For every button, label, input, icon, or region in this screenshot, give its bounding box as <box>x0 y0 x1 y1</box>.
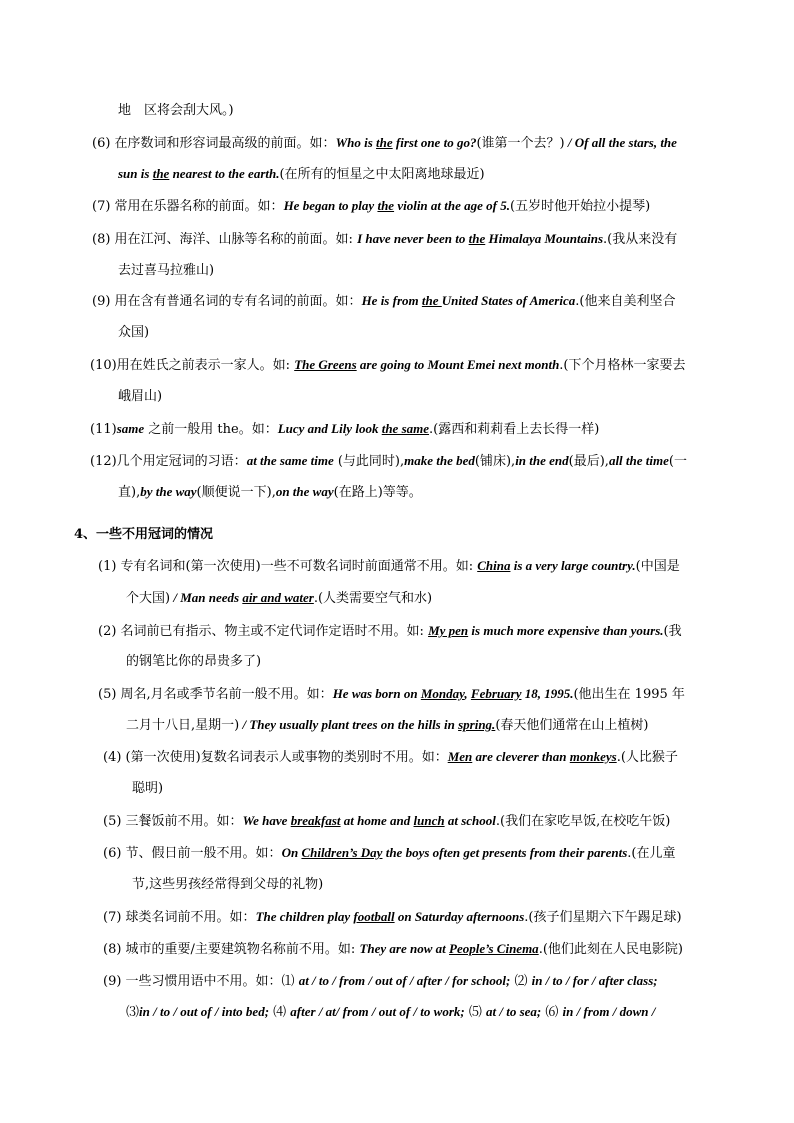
rule-item-12 <box>90 452 687 471</box>
english-example: Himalaya Mountains <box>485 231 603 246</box>
rule-item-5 <box>98 685 685 704</box>
chinese-text: (8) 用在江河、海洋、山脉等名称的前面。如: <box>92 232 358 247</box>
underlined-keyword: monkeys <box>569 749 617 764</box>
chinese-text: (中国是 <box>635 559 680 574</box>
english-example: / Man needs <box>170 590 243 605</box>
continuation-line <box>118 388 162 406</box>
english-example: I have never been to <box>357 231 469 246</box>
underlined-keyword: the <box>377 198 395 213</box>
section-title: 4、一些不用冠词的情况 <box>74 527 214 542</box>
underlined-keyword: the same <box>381 421 430 436</box>
english-example: by the way <box>140 484 197 499</box>
english-example: at school <box>444 813 496 828</box>
english-example: , <box>464 686 471 701</box>
chinese-text: 聪明) <box>132 781 164 796</box>
english-example: at the same time <box>246 453 334 468</box>
rule-item-4 <box>103 748 678 767</box>
chinese-text: (最后), <box>568 454 609 469</box>
chinese-text: (6) 在序数词和形容词最高级的前面。如： <box>92 136 336 151</box>
underlined-keyword: People’s Cinema <box>449 941 539 956</box>
chinese-text: 地 区将会刮大风。) <box>118 103 234 118</box>
english-example: The children play <box>255 909 354 924</box>
rule-item-5 <box>103 812 670 831</box>
chinese-text: 峨眉山) <box>118 389 163 404</box>
continuation-line <box>118 483 422 502</box>
underlined-keyword: the <box>468 231 486 246</box>
english-example: in / from / down / <box>562 1004 656 1019</box>
chinese-text: (铺床), <box>474 454 516 469</box>
underlined-keyword: Monday <box>420 686 465 701</box>
chinese-text: (7) 球类名词前不用。如： <box>103 910 256 925</box>
chinese-text: (5) 三餐饭前不用。如： <box>103 814 243 829</box>
rule-item-8 <box>92 230 677 249</box>
chinese-text: 之前一般用 the。如： <box>144 422 278 437</box>
english-example: is a very large country. <box>510 558 636 573</box>
underlined-keyword: the <box>152 166 170 181</box>
chinese-text: ⑹ <box>541 1005 563 1020</box>
underlined-keyword: the <box>376 135 393 150</box>
english-example: the boys often get presents from their parents <box>382 845 628 860</box>
chinese-text: .(下个月格林一家要去 <box>559 358 686 373</box>
rule-item-6 <box>92 134 677 153</box>
english-example: He was born on <box>332 686 421 701</box>
chinese-text: .(人类需要空气和水) <box>313 591 433 606</box>
continuation-line <box>118 165 485 184</box>
rule-item-8 <box>103 940 683 959</box>
chinese-text: (1) 专有名词和(第一次使用)一些不可数名词时前面通常不用。如: <box>98 559 478 574</box>
chinese-text: (谁第一个去？) <box>476 136 565 151</box>
underlined-keyword: football <box>353 909 395 924</box>
english-example: He is from <box>361 293 422 308</box>
english-example: at home and <box>340 813 414 828</box>
chinese-text: (2) 名词前已有指示、物主或不定代词作定语时不用。如: <box>98 624 429 639</box>
english-example: 18, 1995. <box>521 686 574 701</box>
english-example: sun is <box>118 166 153 181</box>
rule-item-1 <box>98 557 680 576</box>
chinese-text: (9) 用在含有普通名词的专有名词的前面。如： <box>92 294 362 309</box>
english-example: on the way <box>275 484 334 499</box>
continuation-line <box>126 716 648 735</box>
english-example: all the time <box>608 453 669 468</box>
chinese-text: .(我们在家吃早饭,在校吃午饭) <box>495 814 671 829</box>
chinese-text: (12)几个用定冠词的习语： <box>90 454 247 469</box>
english-example: after / at/ from / out of / to work; <box>290 1004 465 1019</box>
chinese-text: (11) <box>90 422 117 437</box>
chinese-text: .(他来自美利坚合 <box>575 294 676 309</box>
rule-item-10 <box>90 356 686 375</box>
chinese-text: (一 <box>668 454 687 469</box>
chinese-text: (4) (第一次使用)复数名词表示人或事物的类别时不用。如： <box>103 750 448 765</box>
english-example: United States of America <box>441 293 576 308</box>
english-example: Who is <box>335 135 377 150</box>
rule-item-7 <box>103 908 682 927</box>
english-example: first one to go? <box>392 135 477 150</box>
rule-item-2 <box>98 622 682 641</box>
continuation-line <box>132 780 163 798</box>
chinese-text: .(我从来没有 <box>603 232 678 247</box>
chinese-text: (9) 一些习惯用语中不用。如：⑴ <box>103 974 299 989</box>
english-example: same <box>116 421 145 436</box>
chinese-text: (春天他们通常在山上植树) <box>495 718 649 733</box>
english-example: / Of all the stars, the <box>564 135 677 150</box>
chinese-text: (8) 城市的重要/主要建筑物名称前不用。如: <box>103 942 360 957</box>
chinese-text: ⑶ <box>126 1005 140 1020</box>
section-heading <box>74 526 213 544</box>
english-example: On <box>281 845 302 860</box>
chinese-text: 个大国) <box>126 591 171 606</box>
underlined-keyword: Men <box>447 749 473 764</box>
underlined-keyword: air and water <box>242 590 314 605</box>
chinese-text: 二月十八日,星期一) <box>126 718 240 733</box>
chinese-text: (10)用在姓氏之前表示一家人。如: <box>90 358 295 373</box>
english-example: at / to / from / out of / after / for school; <box>298 973 511 988</box>
english-example: in / to / for / after class; <box>531 973 658 988</box>
chinese-text: 的钢笔比你的昂贵多了) <box>126 654 262 669</box>
english-example: is much more expensive than yours. <box>468 623 664 638</box>
english-example: Lucy and Lily look <box>277 421 382 436</box>
underlined-keyword: the <box>421 293 442 308</box>
continuation-line <box>118 102 234 120</box>
english-example: make the bed <box>404 453 475 468</box>
english-example: are going to Mount Emei next month <box>356 357 560 372</box>
rule-item-6 <box>103 844 676 863</box>
chinese-text: (6) 节、假日前一般不用。如： <box>103 846 282 861</box>
chinese-text: .(他们此刻在人民电影院) <box>538 942 683 957</box>
chinese-text: (7) 常用在乐器名称的前面。如： <box>92 199 284 214</box>
english-example: He began to play <box>283 198 378 213</box>
chinese-text: (顺便说一下), <box>196 485 276 500</box>
chinese-text: .(露西和莉莉看上去长得一样) <box>429 422 600 437</box>
chinese-text: ⑸ <box>464 1005 486 1020</box>
english-example: in / to / out of / into bed; <box>139 1004 270 1019</box>
english-example: on Saturday afternoons <box>394 909 525 924</box>
rule-item-11 <box>90 420 599 439</box>
chinese-text: 直), <box>118 485 141 500</box>
continuation-line <box>126 653 261 671</box>
underlined-keyword: lunch <box>413 813 445 828</box>
rule-item-9 <box>92 292 675 311</box>
chinese-text: 节,这些男孩经常得到父母的礼物) <box>132 877 324 892</box>
underlined-keyword: China <box>477 558 511 573</box>
rule-item-7 <box>92 197 650 216</box>
chinese-text: (他出生在 1995 年 <box>573 687 685 702</box>
continuation-line <box>118 262 214 280</box>
underlined-keyword: Children’s Day <box>301 845 383 860</box>
chinese-text: (5) 周名,月名或季节名前一般不用。如： <box>98 687 333 702</box>
underlined-keyword: My pen <box>428 623 469 638</box>
continuation-line <box>132 876 323 894</box>
chinese-text: ⑷ <box>269 1005 291 1020</box>
underlined-keyword: spring. <box>458 717 496 732</box>
english-example: in the end <box>515 453 569 468</box>
chinese-text: .(在儿童 <box>627 846 676 861</box>
english-example: are cleverer than <box>472 749 570 764</box>
chinese-text: ⑵ <box>510 974 532 989</box>
chinese-text: 去过喜马拉雅山) <box>118 263 215 278</box>
chinese-text: (在路上)等等。 <box>333 485 422 500</box>
chinese-text: .(人比猴子 <box>616 750 678 765</box>
underlined-keyword: February <box>470 686 522 701</box>
continuation-line <box>126 1003 655 1022</box>
chinese-text: .(孩子们星期六下午踢足球) <box>524 910 682 925</box>
english-example: violin at the age of 5. <box>394 198 510 213</box>
chinese-text: 众国) <box>118 325 150 340</box>
english-example: / They usually plant trees on the hills in <box>239 717 459 732</box>
chinese-text: (在所有的恒星之中太阳离地球最近) <box>279 167 485 182</box>
english-example: nearest to the earth. <box>169 166 280 181</box>
chinese-text: (与此同时), <box>333 454 405 469</box>
chinese-text: (五岁时他开始拉小提琴) <box>510 199 651 214</box>
chinese-text: (我 <box>663 624 682 639</box>
english-example: at / to sea; <box>485 1004 542 1019</box>
continuation-line <box>126 589 432 608</box>
underlined-keyword: The Greens <box>294 357 357 372</box>
continuation-line <box>118 324 149 342</box>
english-example: We have <box>242 813 291 828</box>
rule-item-9 <box>103 972 658 991</box>
english-example: They are now at <box>359 941 450 956</box>
underlined-keyword: breakfast <box>290 813 341 828</box>
